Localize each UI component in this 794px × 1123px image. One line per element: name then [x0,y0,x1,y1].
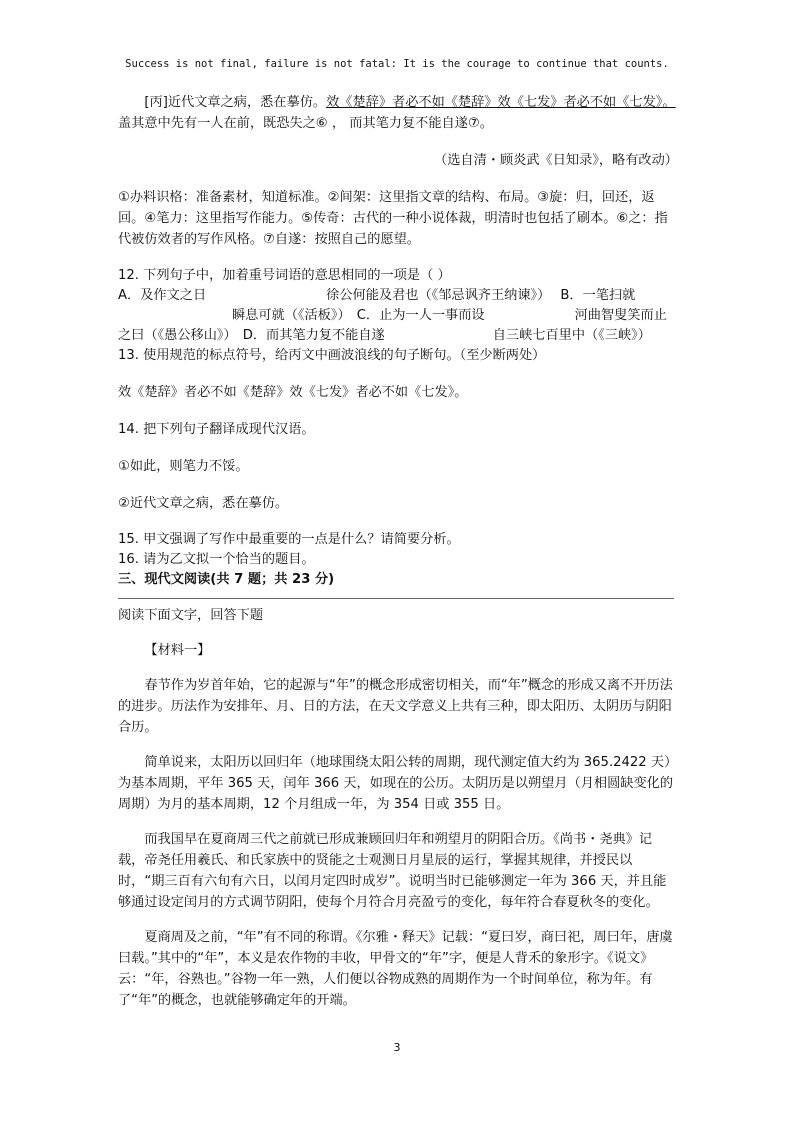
section-divider [118,598,674,599]
question-14-sentence-2: ②近代文章之病，悉在摹仿。 [118,496,289,511]
option-d-1: D．而其笔力复不能自遂 [242,328,385,343]
passage-bing-underlined: 效《楚辞》者必不如《楚辞》效《七发》者必不如《七发》。 [326,95,676,110]
passage-source: （选自清・顾炎武《日知录》，略有改动） [434,153,678,168]
option-b-2: 瞬息可就（《活板》） [232,308,351,323]
question-13-stem: 13. 使用规范的标点符号，给丙文中画波浪线的句子断句。（至少断两处） [118,348,546,363]
question-12 [118,266,678,366]
option-b-1: B．一笔扫就 [560,288,636,303]
question-14-stem: 14. 把下列句子翻译成现代汉语。 [118,422,315,437]
material-title: 【材料一】 [144,643,211,658]
paragraph: 而我国早在夏商周三代之前就已形成兼顾回归年和朔望月的阴阳合历。《尚书・尧典》记载，帝尧任用羲氏、和氏家族中的贤能之士观测日月星辰的运行，掌握其规律，并授民以时，“期三百有六旬有六日，以闰月定四时成岁”。说明当时已能够测定一年为 366 天，并且能够通过设定闰月的方式调节阴阳，使每个月符合月亮盈亏的变化，每年符合春夏秋冬的变化。 [118,832,667,910]
option-c-2: 河曲智叟笑而止之曰（《愚公移山》） [118,308,667,343]
question-12-options [118,286,678,346]
notes: ①办料识格：准备素材，知道标准。②间架：这里指文章的结构、布局。③旋：归，回还，返回。④笔力：这里指写作能力。⑤传奇：古代的一种小说体裁，明清时也包括了刷本。⑥之：指代被仿效者的写作风格。⑦自遂：按照自己的愿望。 [118,190,668,247]
page-header-quote: Success is not final, failure is not fatal: It is the courage to continue that counts. [125,58,669,70]
option-a-1: A．及作文之日 [118,288,207,303]
questions-15-16 [118,530,678,590]
passage-bing-lead: [丙]近代文章之病，悉在摹仿。 [144,95,327,110]
option-d-2: 自三峡七百里中（《三峡》） [492,328,651,343]
section-3-heading: 三、现代文阅读(共 7 题；共 23 分) [118,572,335,587]
paragraph: 简单说来，太阳历以回归年（地球围绕太阳公转的周期，现代测定值大约为 365.2422 天）为基本周期，平年 365 天，闰年 366 天，如现在的公历。太阴历是以朔望月（月相圆缺变化的周期）为月的基本周期，12 个月组成一年，为 354 日或 355 日。 [118,755,678,812]
paragraph: 夏商周及之前，“年”有不同的称谓。《尔雅・释天》记载：“夏曰岁，商曰祀，周曰年，唐虞曰载。”其中的“年”，本义是农作物的丰收，甲骨文的“年”字，便是人背禾的象形字。《说文》云：“年，谷熟也。”谷物一年一熟，人们便以谷物成熟的周期作为一个时间单位，称为年。有了“年”的概念，也就能够确定年的开端。 [118,930,673,1008]
option-c-1: C．止为一人一事而设 [356,308,485,323]
reading-instruction: 阅读下面文字，回答下题 [118,608,264,623]
passage-bing-tail: 盖其意中先有一人在前，既恐失之⑥ ， 而其笔力复不能自遂⑦。 [118,116,493,131]
question-16: 16. 请为乙文拟一个恰当的题目。 [118,552,315,567]
question-12-stem: 12. 下列句子中，加着重号词语的意思相同的一项是（ ） [118,268,451,283]
document-body [118,92,678,1011]
passage-bing [118,92,678,134]
question-14-sentence-1: ①如此，则笔力不馁。 [118,459,249,474]
paragraph: 春节作为岁首年始，它的起源与“年”的概念形成密切相关，而“年”概念的形成又离不开历法的进步。历法作为安排年、月、日的方法，在天文学意义上共有三种，即太阳历、太阴历与阴阳合历。 [118,678,673,735]
option-a-2: 徐公何能及君也（《邹忌讽齐王纳谏》） [326,288,551,303]
question-13-sentence: 效《楚辞》者必不如《楚辞》效《七发》者必不如《七发》。 [118,385,468,400]
question-15: 15. 甲文强调了写作中最重要的一点是什么？请简要分析。 [118,532,460,547]
page-number: 3 [393,1041,401,1054]
